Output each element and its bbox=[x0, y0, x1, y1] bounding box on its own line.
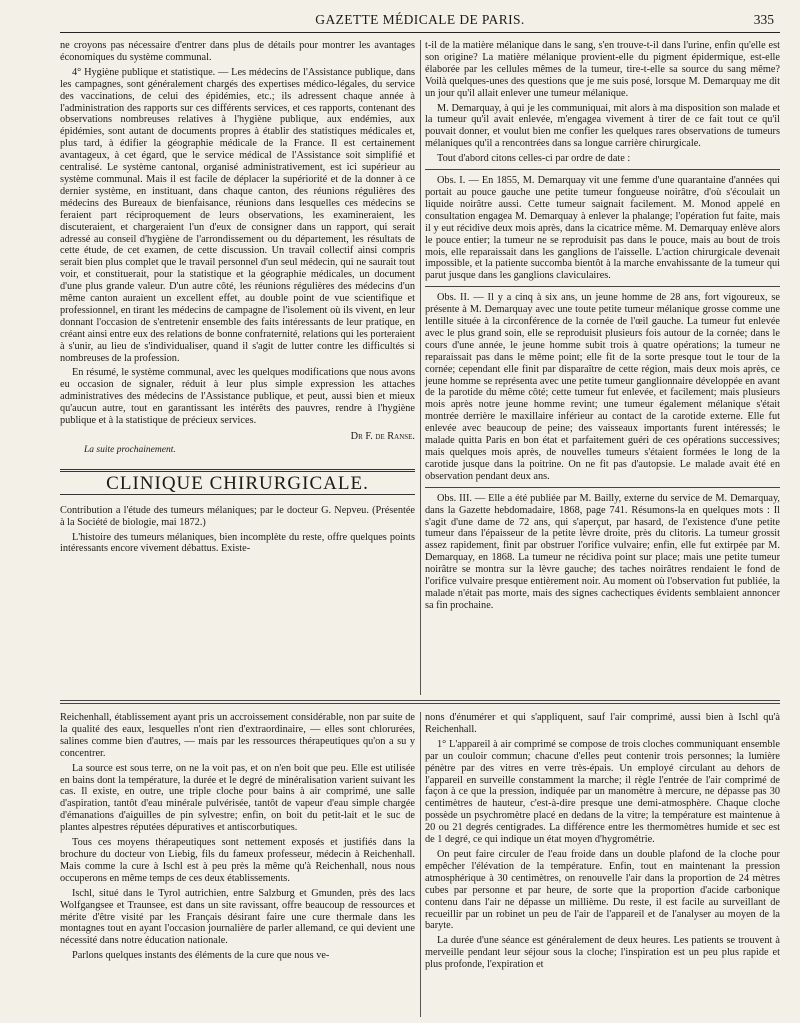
paragraph: ne croyons pas nécessaire d'entrer dans plus de détails pour montrer les avantages économiques du système communal. bbox=[60, 40, 415, 63]
column-divider-top bbox=[420, 40, 421, 695]
continuation-note: La suite prochainement. bbox=[84, 444, 176, 455]
paragraph: Tout d'abord citons celles-ci par ordre de date : bbox=[437, 153, 631, 165]
paragraph: Reichenhall, établissement ayant pris un accroissement considérable, non par suite de la qualité des eaux, lesquelles n'ont rien d'extraordinaire, — elles sont chlorurées, salines comme bien d'autres, — mais par les ressources thérapeutiques qu'on a su y concentrer. bbox=[60, 712, 415, 759]
paragraph: On peut faire circuler de l'eau froide dans un double plafond de la cloche pour empêcher l'élévation de la température. Enfin, tout en maintenant la pression atmosphérique à 30 centimètres, on renouvelle l'air dans la proportion de 24 mètres cubes par personne et par heure, de sorte que la proportion d'acide carbonique contenu dans l'air ne dépasse un millième. Du reste, il est facile au surveillant de recueillir par un robinet un peu de l'air de l'appareil et de l'analyser au moyen de la baryte. bbox=[425, 848, 780, 932]
paragraph-resume: En résumé, le système communal, avec les quelques modifications que nous avons eu occasion de signaler, réduit à leur plus simple expression les attaches administratives des médecins de l'Assistance publique, et peut, aussi bien et mieux qu'aucun autre, tout en garantissant les intérêts des pauvres, rendre à l'hygiène publique et à la statistique de précieux services. bbox=[60, 367, 415, 427]
bottom-left-column bbox=[60, 712, 415, 1017]
paragraph-intro: L'histoire des tumeurs mélaniques, bien incomplète du reste, offre quelques points intéressants encore vivement débattus. Existe- bbox=[60, 531, 415, 555]
page-number: 335 bbox=[753, 12, 774, 27]
observation-3: Obs. III. — Elle a été publiée par M. Bailly, externe du service de M. Demarquay, dans la Gazette hebdomadaire, 1868, page 741. Résumons-la en quelques mots : Il s'agit d'une dame de 72 ans, qui s'aperçut, par hasard, de l'existence d'une petite tumeur dans l'épaisseur de la petite lèvre droite, près du clitoris. La tumeur grossit assez rapidement, finit par obstruer l'orifice vulvaire; enfin, elle fut extirpée par M. Demarquay, en 1868. La tumeur ne récidiva point sur place; mais une petite tumeur noirâtre se montra sur la lèvre gauche; des taches noirâtres rendaient le fond de l'orifice vulvaire presque entièrement noir. Au moment où l'observation fut publiée, la malade n'était pas morte, mais des signes cachectiques évidents semblaient annoncer sa fin prochaine. bbox=[425, 492, 780, 611]
left-column bbox=[60, 40, 415, 695]
column-divider-bottom bbox=[420, 712, 421, 1017]
right-column bbox=[425, 40, 780, 695]
paragraph: La source est sous terre, on ne la voit pas, et on n'en boit que peu. Elle est utilisée en bains dont la température, la durée et le degré de minéralisation varient suivant les cas. Il existe, en outre, une triple cloche pour bains à air comprimé, une salle d'aspiration, tantôt d'eau minérale pulvérisée, tantôt de vapeur d'eau simple chargée d'émanations d'aiguilles de pin sylvestre; enfin, on boit du petit-lait et le suc de plantes alpestres réputées dépuratives et antiscorbutiques. bbox=[60, 762, 415, 834]
paragraph-hygiene: 4° Hygiène publique et statistique. — Les médecins de l'Assistance publique, dans les campagnes, sont généralement chargés des expertises médico-légales, du service des vaccinations, de celui des épidémies, etc.; ils adressent chaque année à l'administration des rapports sur ces différents services, et ces rapports, contenant des observations nombreuses relatives à l'hygiène publique, aux endémies, aux épidémies, sont autant de documents propres à établir des statistiques médicales et, plus tard, à édifier la géographie médicale de la France. Il est certainement avantageux, à cet égard, que le service médical de l'Assistance soit simplifié et centralisé. Le système cantonal, organisé administrativement, est ici supérieur au système communal. Mais il est facile de déplacer la supériorité et de la donner à ce dernier système, en instituant, dans chaque canton, des réunions régulières des médecins des Bureaux de bienfaisance, réunions dans lesquelles ces médecins se feraient part réciproquement de leurs observations, les examineraient, les discuteraient, et chargeraient l'un d'eux de consigner dans un rapport, qui serait adressé au conseil d'hygiène de l'arrondissement ou du département, les résultats de cette étude, de cet examen, de cette discussion. Un travail collectif ainsi compris serait bien plus complet que le travail personnel d'un seul médecin, qui ne saurait tout voir, et constituerait, pour la statistique et la géographie médicales, un document d'une plus grande valeur. D'un autre côté, les réunions régulières des médecins d'un même canton auraient un excellent effet, au double point de vue scientifique et professionnel, en tirant les médecins de campagne de l'isolement où ils vivent, en leur donnant l'occasion de s'entretenir ensemble des faits intéressants de leur pratique, en créant ainsi entre eux des relations de bonne confraternité, relations qui les porteraient à s'unir, au lieu de s'individualiser, quand il s'agit de lutter contre les difficultés si nombreuses de la profession. bbox=[60, 66, 415, 364]
observation-rule bbox=[425, 169, 780, 170]
page-header bbox=[60, 8, 780, 33]
paragraph: Tous ces moyens thérapeutiques sont nettement exposés et justifiés dans la brochure du docteur von Liebig, fils du fameux professeur, médecin à Reichenhall. Mais comme la cure à Ischl est à peu près la même qu'à Reichenhall, nous nous occuperons en même temps de ces deux établissements. bbox=[60, 837, 415, 884]
author-signature: Dr F. de Ranse. bbox=[350, 431, 415, 442]
observation-rule bbox=[425, 487, 780, 488]
paragraph: Ischl, situé dans le Tyrol autrichien, entre Salzburg et Gmunden, près des lacs Wolfgangsee et Traunsee, est dans un site ravissant, offre beaucoup de ressources et mérite d'être visité par les Français désirant faire une cure thermale dans les montagnes tout en ayant l'occasion journalière de parler allemand, ce qui devient une nécessité dans notre éducation nationale. bbox=[60, 887, 415, 947]
observation-rule bbox=[425, 286, 780, 287]
feuilleton-rule bbox=[60, 700, 780, 701]
paragraph: Parlons quelques instants des éléments de la cure que nous ve- bbox=[72, 950, 330, 962]
observation-1: Obs. I. — En 1855, M. Demarquay vit une femme d'une quarantaine d'années qui portait au pouce gauche une petite tumeur fongueuse noirâtre, d'où s'écoulait un liquide noirâtre aussi. Cette tumeur saignait facilement. M. Monod appelé en consultation engagea M. Demarquay à enlever la phalange; l'opération fut faite, mais il y eut récidive deux mois après, dans la cicatrice même. M. Demarquay enlève alors le pouce entier; la tumeur ne se reproduisit pas dans le pouce, mais au bout de trois mois, elle reparaissait dans les ganglions de l'aisselle. L'action chirurgicale devenait impossible, et la patiente succomba bientôt à la marche envahissante de la tumeur qui parut jusque dans les ganglions claviculaires. bbox=[425, 175, 780, 282]
feuilleton-rule bbox=[60, 703, 780, 704]
paragraph: t-il de la matière mélanique dans le sang, s'en trouve-t-il dans l'urine, enfin qu'elle est son origine? La matière mélanique provient-elle du pigment épidermique, est-elle élaborée par les cellules mêmes de la tumeur, tire-t-elle sa source du sang même? Voilà quelques-unes des questions que je me suis posé, lorsque M. Demarquay me dit un jour qu'il allait enlever une tumeur mélanique. bbox=[425, 40, 780, 99]
paragraph: M. Demarquay, à qui je les communiquai, mit alors à ma disposition son malade et la tumeur qu'il avait enlevée, m'engagea vivement à tirer de ce fait tout ce qu'il pouvait donner, et voulut bien me confier les quelques rares observations de tumeurs mélaniques qu'il a rencontrées dans sa longue carrière chirurgicale. bbox=[425, 102, 780, 150]
article-byline: Contribution a l'étude des tumeurs mélaniques; par le docteur G. Nepveu. (Présentée à la Société de biologie, mai 1872.) bbox=[60, 504, 415, 528]
observation-2: Obs. II. — Il y a cinq à six ans, un jeune homme de 28 ans, fort vigoureux, se présente à M. Demarquay avec une toute petite tumeur mélanique grosse comme une lentille située à la circonférence de la cornée de l'œil gauche. La tumeur fut enlevée avec le plus grand soin, elle se reproduisit plusieurs fois autour de la cornée; dans le cours d'une année, le jeune homme subit trois à quatre opérations; la tumeur ne reparaissait pas dans le même point; elle fit de la sorte presque tout le tour de la cornée; cependant elle finit par disparaître de cette région, mais deux mois après, ce jeune homme se représenta avec une petite tumeur ganglionnaire développée en avant de la parotide du même côté; cette tumeur fut enlevée, et facilement; mais plusieurs mois après notre jeune homme revint; une tumeur également mélanique s'était montrée derrière le maxillaire inférieur au contact de la carotide externe. Elle fut enlevée avec beaucoup de peine; des vaisseaux importants furent intéressés; le malade quitta Paris en bon état et parfaitement guéri de ces opérations successives; mais quelques mois après, de nouvelles tumeurs s'étaient formées le long de la carotide jusque dans la poitrine. On ne fit pas d'autopsie. Le malade avait été en observation pendant deux ans. bbox=[425, 292, 780, 482]
bottom-right-column bbox=[425, 712, 780, 1017]
paragraph: nons d'énumérer et qui s'appliquent, sauf l'air comprimé, aussi bien à Ischl qu'à Reichenhall. bbox=[425, 712, 780, 735]
journal-title: GAZETTE MÉDICALE DE PARIS. bbox=[315, 12, 525, 27]
section-title: CLINIQUE CHIRURGICALE. bbox=[60, 469, 415, 495]
paragraph: La durée d'une séance est généralement de deux heures. Les patients se trouvent à merveille pendant leur séjour sous la cloche; l'inspiration est un peu plus rapide et plus profonde, l'expiration et bbox=[425, 935, 780, 971]
paragraph: 1° L'appareil à air comprimé se compose de trois cloches communiquant ensemble par un couloir commun; chacune d'elles peut contenir trois personnes; la lumière pénètre par des vitres en verre très-épais. Un employé circulant au dehors de l'appareil en surveille constamment la marche; il règle l'entrée de l'air comprimé de façon à ce que la pression, indiquée par un manomètre à mercure, ne dépasse pas 30 centimètres de hauteur, c'est-à-dire presque une demi-atmosphère. Chaque cloche possède un psychromètre placé en dedans de la vitre; la température est maintenue à 20 ou 21 degrés centigrades. La différence entre les thermomètres humide et sec est de 1 degré, ce qui indique un état moyen d'hygrométrie. bbox=[425, 738, 780, 846]
